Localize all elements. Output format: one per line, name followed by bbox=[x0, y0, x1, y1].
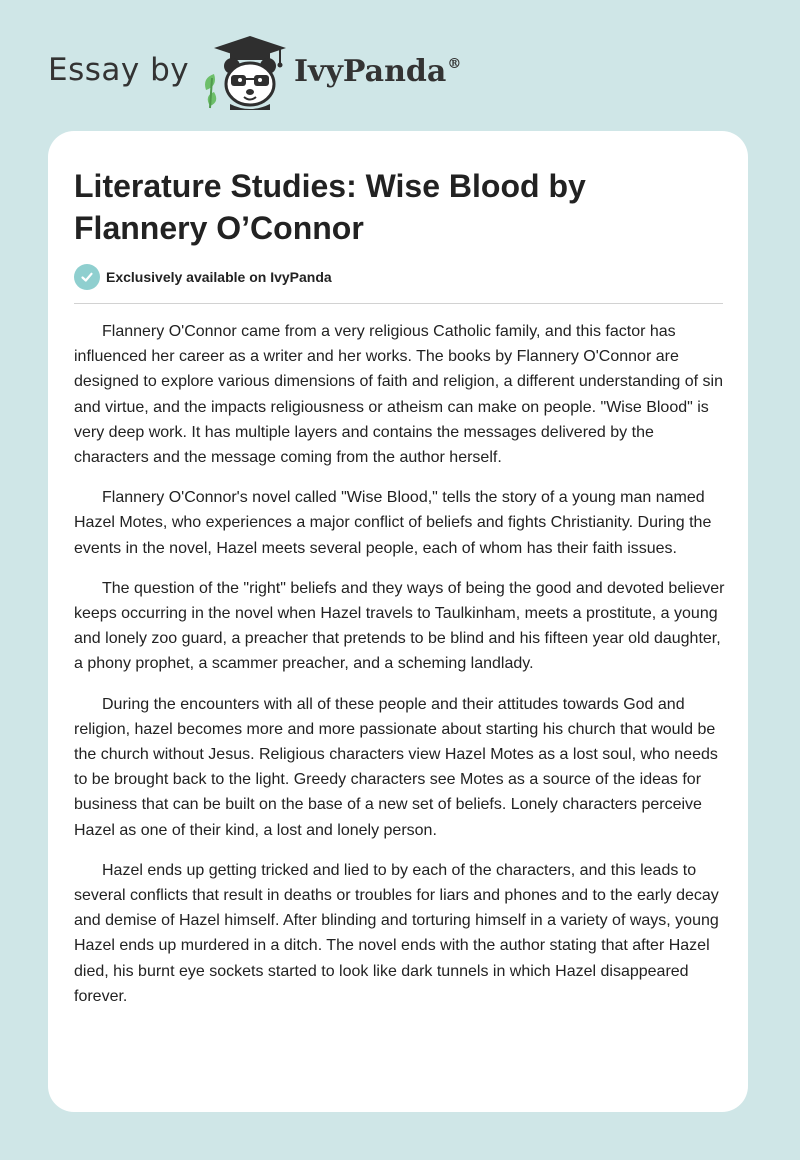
exclusive-label: Exclusively available on IvyPanda bbox=[106, 269, 332, 285]
registered-mark: ® bbox=[447, 56, 462, 72]
check-circle-icon bbox=[74, 264, 100, 290]
paragraph: During the encounters with all of these people and their attitudes towards God and religion, hazel becomes more and more passionate about starting his church that would be the church without Jesus. Religious characters view Hazel Motes as a lost soul, who needs to be brought back to the light. Greedy characters see Motes as a source of the ideas for business that can be built on the base of a new set of beliefs. Lonely characters perceive Hazel as one of their kind, a lost and lonely person. bbox=[74, 695, 718, 839]
site-header bbox=[48, 30, 508, 110]
paragraph: Flannery O'Connor came from a very religious Catholic family, and this factor has influenced her career as a writer and her works. The books by Flannery O'Connor are designed to explore various dimensions of faith and religion, a different understanding of sin and virtue, and the impacts religiousness or atheism can make on people. "Wise Blood" is very deep work. It has multiple layers and contains the messages delivered by the characters and the message coming from the author herself. bbox=[74, 323, 724, 467]
paragraph: The question of the "right" beliefs and they ways of being the good and devoted believer keeps occurring in the novel when Hazel travels to Taulkinham, meets a prostitute, a young and lonely zoo guard, a preacher that pretends to be blind and his fifteen year old daughter, a phony prophet, a scammer preacher, and a scheming landlady. bbox=[74, 579, 725, 673]
paragraph: Hazel ends up getting tricked and lied to by each of the characters, and this leads to several conflicts that result in deaths or troubles for liars and phones and to the early decay and demise of Hazel himself. After blinding and torturing himself in a variety of ways, young Hazel ends up murdered in a ditch. The novel ends with the author stating that after Hazel died, his burnt eye sockets started to look like dark tunnels in which Hazel disappeared forever. bbox=[74, 861, 719, 1005]
divider bbox=[74, 303, 723, 304]
brand-text: IvyPanda bbox=[294, 54, 447, 89]
essay-card bbox=[48, 131, 748, 1112]
brand-name[interactable] bbox=[294, 54, 461, 89]
paragraph: Flannery O'Connor's novel called "Wise Blood," tells the story of a young man named Hazel Motes, who experiences a major conflict of beliefs and fights Christianity. During the events in the novel, Hazel meets several people, each of whom has their faith issues. bbox=[74, 489, 712, 557]
essay-by-label: Essay by bbox=[48, 52, 190, 88]
panda-graduate-logo-icon[interactable] bbox=[200, 34, 292, 110]
page-title: Literature Studies: Wise Blood by Flannery O’Connor bbox=[74, 168, 586, 246]
essay-body bbox=[74, 319, 726, 1024]
exclusive-badge bbox=[74, 263, 332, 291]
